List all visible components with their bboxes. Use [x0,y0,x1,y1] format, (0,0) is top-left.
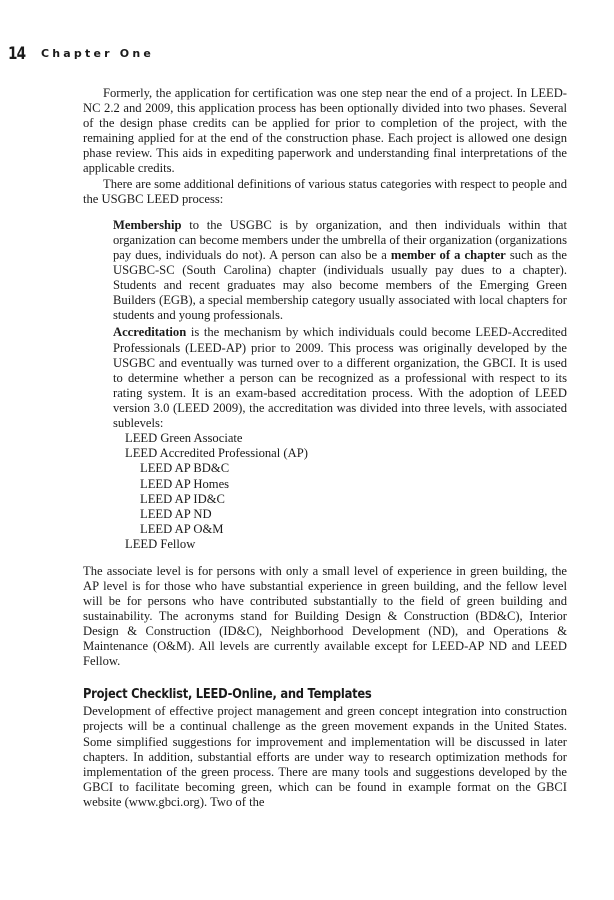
chapter-member-term: member of a chapter [390,247,506,262]
list-item: LEED AP BD&C [140,461,230,476]
paragraph-project-checklist: Development of effective project management and green concept integration into construction projects will be a continual challenge as the green movement expands in the United States. Some simplified suggestions for improvement and implementation will be discussed in later chapters. In addition, substantial efforts are under way to research optimization methods for implementation of the green process. There are many tools and suggestions developed by the GBCI to facilitate becoming green, which can be found in example format on the GBCI website (www.gbci.org). Two of the [83,704,567,809]
membership-definition [113,218,567,324]
membership-text-a: to the USGBC is by organization, and then individuals within that organization can become members under the umbrella of their organization (organizations pay dues, individuals do not). A person can also be a [113,217,567,262]
page-number: 14 [8,44,26,64]
accreditation-term: Accreditation [113,325,187,340]
paragraph-certification: Formerly, the application for certification was one step near the end of a project. In LEED-NC 2.2 and 2009, this application process has been optionally divided into two phases. Several of the design phase credits can be applied for prior to completion of the project, with the remaining applied for at the end of the construction phase. Each project is allowed one design phase review. This aids in expediting paperwork and understanding final interpretations of the applicable credits. [83,86,567,176]
list-item: LEED Accredited Professional (AP) [125,446,308,461]
membership-text-b: such as the USGBC-SC (South Carolina) chapter (individuals usually pay dues to a chapter). Students and recent graduates may also become members of the Emerging Green Builders (EGB), a special membership category usually associated with local chapters for students and young professionals. [113,247,568,323]
leed-levels-list [125,431,567,553]
paragraph-status-categories: There are some additional definitions of various status categories with respect to people and the USGBC LEED process: [83,176,567,206]
list-item: LEED AP ID&C [140,491,225,506]
page-body [83,86,567,810]
list-item: LEED AP Homes [140,476,230,491]
list-item: LEED AP ND [140,507,212,522]
list-item: LEED Fellow [125,537,196,552]
chapter-title: Chapter One [41,47,155,60]
accreditation-definition [113,325,567,431]
section-heading: Project Checklist, LEED-Online, and Templates [83,687,372,703]
accreditation-text: is the mechanism by which individuals could become LEED-Accredited Professionals (LEED-AP) prior to 2009. This process was originally developed by the USGBC and eventually was turned over to a different organization, the GBCI. It is used to determine whether a person can be recognized as a professional with respect to its rating system. It is an exam-based accreditation process. With the adoption of LEED version 3.0 (LEED 2009), the accreditation was divided into three levels, with associated sublevels: [113,325,567,430]
list-item: LEED Green Associate [125,431,243,446]
paragraph-levels-explained: The associate level is for persons with only a small level of experience in green building, the AP level is for those who have substantial experience in green building, and the fellow level will be for persons who have contributed substantially to the field of green building and sustainability. The acronyms stand for Building Design & Construction (BD&C), Interior Design & Construction (ID&C), Neighborhood Development (ND), and Operations & Maintenance (O&M). All levels are currently available except for LEED-AP ND and LEED Fellow. [83,563,567,669]
membership-term: Membership [113,217,182,232]
list-item: LEED AP O&M [140,522,224,537]
